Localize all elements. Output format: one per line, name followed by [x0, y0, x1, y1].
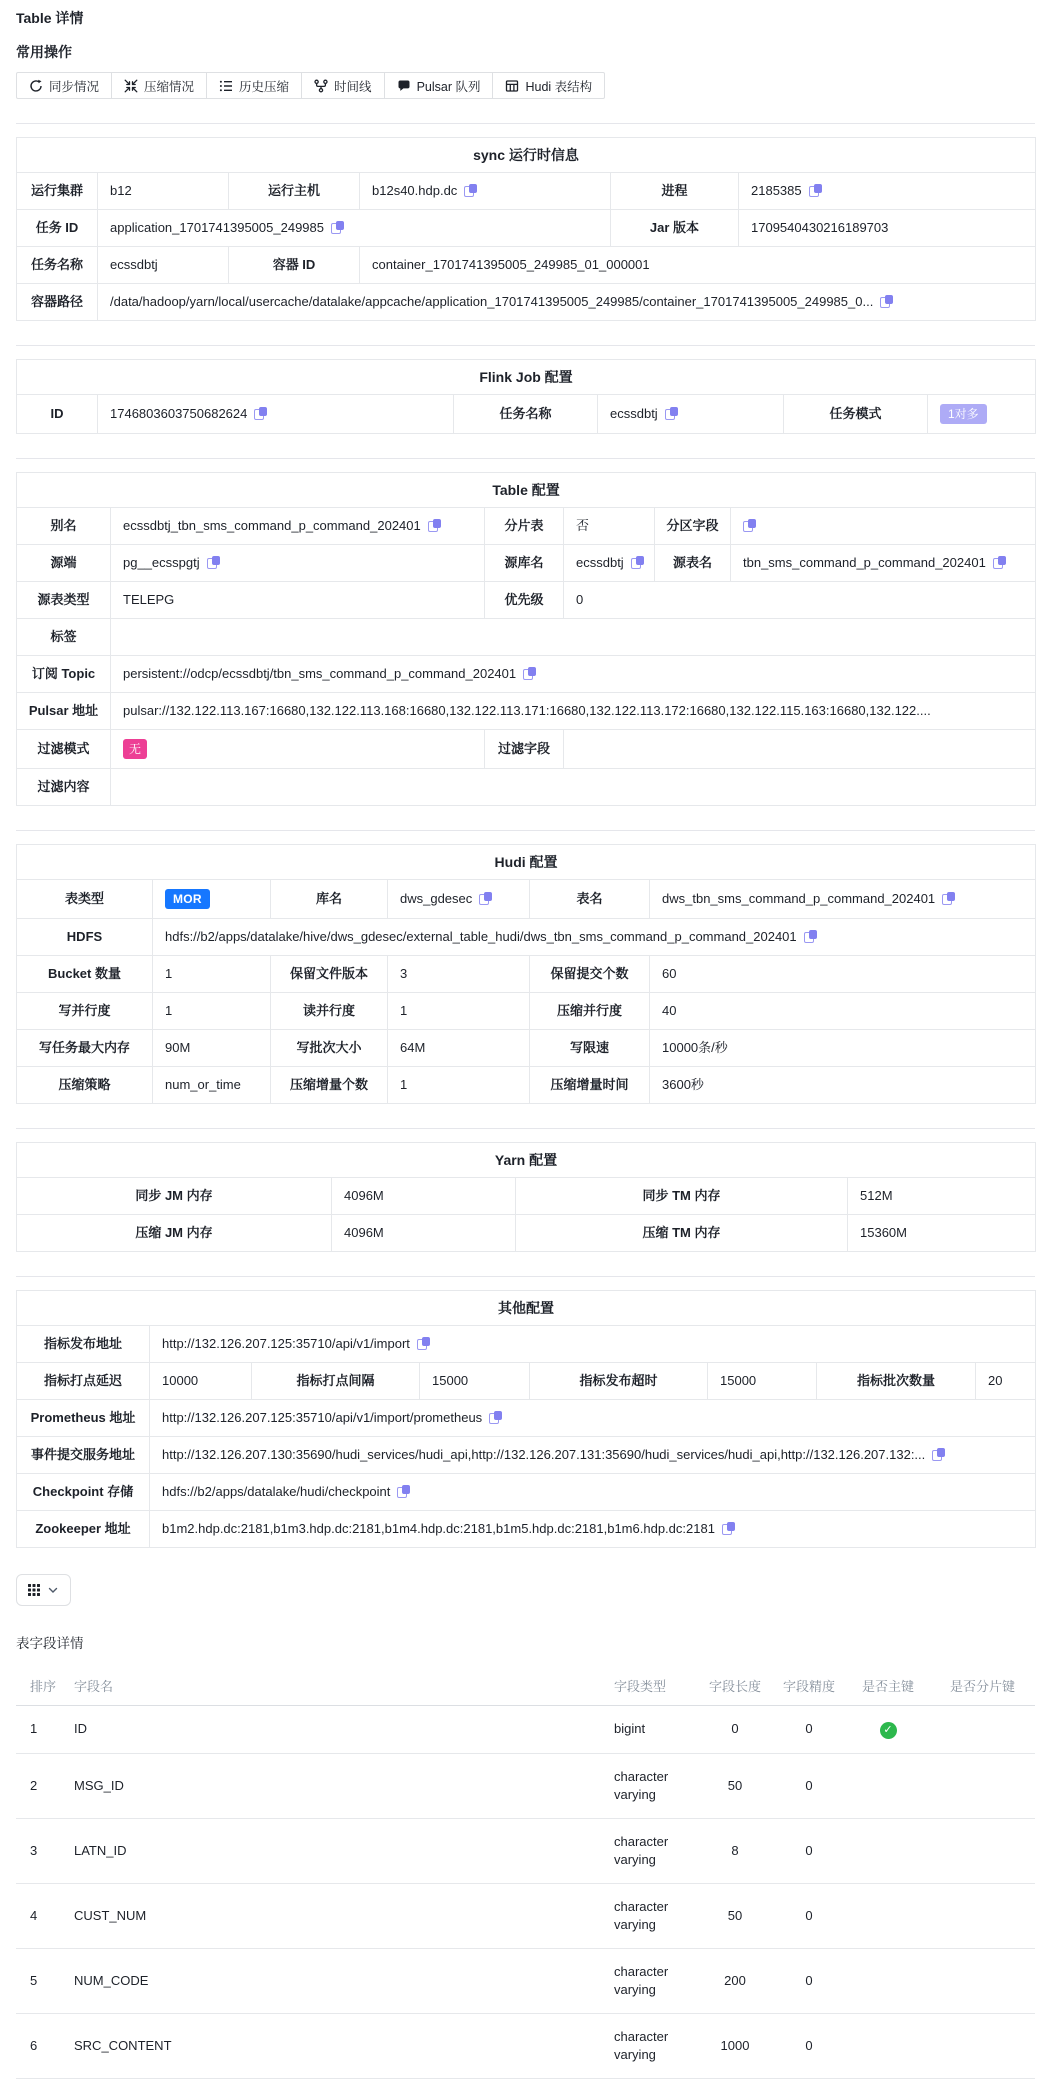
copy-icon[interactable]	[804, 930, 817, 943]
sync-icon	[29, 79, 43, 93]
run-host-text: b12s40.hdp.dc	[372, 183, 458, 198]
metric-publish-text: http://132.126.207.125:35710/api/v1/import	[162, 1336, 410, 1351]
value-compact-tm-memory: 15360M	[848, 1215, 1036, 1252]
section-divider	[16, 830, 1035, 831]
label-bucket-count: Bucket 数量	[17, 956, 153, 993]
copy-icon[interactable]	[523, 667, 536, 680]
compress-status-button[interactable]	[111, 72, 207, 99]
cell-field-name: SRC_CONTENT	[66, 2013, 606, 2078]
label-compact-tm-memory: 压缩 TM 内存	[516, 1215, 848, 1252]
prometheus-text: http://132.126.207.125:35710/api/v1/import/prometheus	[162, 1410, 483, 1425]
value-priority: 0	[564, 582, 1036, 619]
hudi-config-table	[16, 844, 1036, 1104]
hudi-table-structure-button[interactable]	[492, 72, 605, 99]
cell-order: 6	[16, 2013, 66, 2078]
button-label: 压缩情况	[144, 79, 195, 94]
label-pulsar-addr: Pulsar 地址	[17, 693, 111, 730]
table-row	[17, 919, 1036, 956]
section-divider	[16, 458, 1035, 459]
value-bucket-count: 1	[153, 956, 271, 993]
value-write-parallelism: 1	[153, 993, 271, 1030]
label-source: 源端	[17, 545, 111, 582]
filter-mode-badge: 无	[123, 739, 147, 759]
value-topic	[111, 656, 1036, 693]
hudi-db-text: dws_gdesec	[400, 891, 473, 906]
cell-field-name: LATN_ID	[66, 1818, 606, 1883]
table-row	[17, 395, 1036, 434]
alias-text: ecssdbtj_tbn_sms_command_p_command_202401	[123, 518, 421, 533]
label-sharded: 分片表	[485, 508, 564, 545]
cell-field-length: 50	[698, 1883, 772, 1948]
hudi-table-text: dws_tbn_sms_command_p_command_202401	[662, 891, 936, 906]
copy-icon[interactable]	[665, 407, 678, 420]
flink-task-name-text: ecssdbtj	[610, 406, 658, 421]
history-compact-button[interactable]	[206, 72, 302, 99]
table-row	[17, 1215, 1036, 1252]
cell-field-name: NUM_CODE	[66, 1948, 606, 2013]
task-mode-badge: 1对多	[940, 404, 987, 424]
label-table-type: 表类型	[17, 880, 153, 919]
value-filter-field	[564, 730, 1036, 769]
page-title: Table 详情	[16, 10, 84, 26]
container-path-text: /data/hadoop/yarn/local/usercache/datalake/appcache/application_1701741395005_249985/container_1701741395005_249985_0...	[110, 294, 874, 309]
section-divider	[16, 1128, 1035, 1129]
section-title: Table 配置	[17, 473, 1036, 508]
value-jar-version: 1709540430216189703	[739, 210, 1036, 247]
label-filter-field: 过滤字段	[485, 730, 564, 769]
table-row	[17, 1363, 1036, 1400]
label-tags: 标签	[17, 619, 111, 656]
section-divider	[16, 345, 1035, 346]
value-table-type	[153, 880, 271, 919]
value-event-service-addr	[150, 1437, 1036, 1474]
value-partition-field	[731, 508, 1036, 545]
value-metric-publish-addr	[150, 1326, 1036, 1363]
label-task-id: 任务 ID	[17, 210, 98, 247]
value-write-rate-limit: 10000条/秒	[650, 1030, 1036, 1067]
field-row	[16, 2013, 1035, 2078]
label-run-host: 运行主机	[229, 173, 360, 210]
label-keep-file-versions: 保留文件版本	[271, 956, 388, 993]
label-hudi-db: 库名	[271, 880, 388, 919]
label-sync-tm-memory: 同步 TM 内存	[516, 1178, 848, 1215]
value-write-max-memory: 90M	[153, 1030, 271, 1067]
value-hudi-table	[650, 880, 1036, 919]
common-ops-title: 常用操作	[16, 44, 72, 60]
label-write-max-memory: 写任务最大内存	[17, 1030, 153, 1067]
table-row	[17, 619, 1036, 656]
label-hdfs: HDFS	[17, 919, 153, 956]
value-keep-file-versions: 3	[388, 956, 530, 993]
label-sync-jm-memory: 同步 JM 内存	[17, 1178, 332, 1215]
copy-icon[interactable]	[932, 1448, 945, 1461]
field-row	[16, 1948, 1035, 2013]
value-process	[739, 173, 1036, 210]
value-run-cluster: b12	[98, 173, 229, 210]
cell-order: 3	[16, 1818, 66, 1883]
table-row	[17, 1511, 1036, 1548]
cell-field-type: character varying	[606, 1818, 698, 1883]
button-label: 历史压缩	[239, 79, 290, 94]
label-flink-id: ID	[17, 395, 98, 434]
label-source-table: 源表名	[655, 545, 731, 582]
value-tags	[111, 619, 1036, 656]
cell-shard-key	[930, 1706, 1035, 1754]
label-jar-version: Jar 版本	[611, 210, 739, 247]
checkpoint-text: hdfs://b2/apps/datalake/hudi/checkpoint	[162, 1484, 391, 1499]
cell-field-precision: 0	[772, 1706, 846, 1754]
button-label: Pulsar 队列	[416, 79, 481, 94]
cell-shard-key	[930, 1818, 1035, 1883]
cell-primary-key	[846, 2013, 930, 2078]
col-header-shard-key: 是否分片键	[930, 1666, 1035, 1706]
copy-icon[interactable]	[207, 556, 220, 569]
col-header-length: 字段长度	[698, 1666, 772, 1706]
cell-field-length: 0	[698, 1706, 772, 1754]
table-type-badge: MOR	[165, 889, 210, 909]
table-row	[17, 1178, 1036, 1215]
fields-header-row	[16, 1666, 1035, 1706]
copy-icon[interactable]	[397, 1485, 410, 1498]
table-row	[17, 956, 1036, 993]
table-row	[17, 656, 1036, 693]
topic-text: persistent://odcp/ecssdbtj/tbn_sms_command_p_command_202401	[123, 666, 517, 681]
label-metric-batch: 指标批次数量	[817, 1363, 976, 1400]
value-sync-tm-memory: 512M	[848, 1178, 1036, 1215]
compress-icon	[124, 79, 138, 93]
yarn-config-table	[16, 1142, 1036, 1252]
cell-field-type: character varying	[606, 1948, 698, 2013]
ops-toolbar	[16, 72, 605, 99]
cell-primary-key	[846, 1753, 930, 1818]
source-text: pg__ecsspgtj	[123, 555, 200, 570]
value-metric-delay: 10000	[150, 1363, 252, 1400]
chevron-down-icon	[47, 1584, 59, 1596]
label-container-id: 容器 ID	[229, 247, 360, 284]
label-read-parallelism: 读并行度	[271, 993, 388, 1030]
value-run-host	[360, 173, 611, 210]
label-topic: 订阅 Topic	[17, 656, 111, 693]
label-compact-delta-time: 压缩增量时间	[530, 1067, 650, 1104]
label-filter-mode: 过滤模式	[17, 730, 111, 769]
table-row	[17, 582, 1036, 619]
button-label: 同步情况	[49, 79, 100, 94]
fields-section-title: 表字段详情	[16, 1636, 84, 1651]
value-zookeeper-addr	[150, 1511, 1036, 1548]
label-partition-field: 分区字段	[655, 508, 731, 545]
other-config-table	[16, 1290, 1036, 1548]
value-keep-commits: 60	[650, 956, 1036, 993]
label-priority: 优先级	[485, 582, 564, 619]
cell-field-length: 50	[698, 1753, 772, 1818]
zookeeper-text: b1m2.hdp.dc:2181,b1m3.hdp.dc:2181,b1m4.hdp.dc:2181,b1m5.hdp.dc:2181,b1m6.hdp.dc:2181	[162, 1521, 715, 1536]
section-title: Flink Job 配置	[17, 360, 1036, 395]
table-row	[17, 545, 1036, 582]
value-prometheus-addr	[150, 1400, 1036, 1437]
cell-field-type: character varying	[606, 1883, 698, 1948]
event-service-text: http://132.126.207.130:35690/hudi_services/hudi_api,http://132.126.207.131:35690/hudi_services/hudi_api,http://132.126.207.132:...	[162, 1447, 926, 1462]
flink-id-text: 1746803603750682624	[110, 406, 248, 421]
table-row	[17, 210, 1036, 247]
label-metric-publish-addr: 指标发布地址	[17, 1326, 150, 1363]
sync-status-button[interactable]	[16, 72, 112, 99]
table-row	[17, 993, 1036, 1030]
label-alias: 别名	[17, 508, 111, 545]
cell-shard-key	[930, 2013, 1035, 2078]
section-title: Yarn 配置	[17, 1143, 1036, 1178]
primary-key-check-icon: ✓	[880, 1722, 897, 1739]
process-text: 2185385	[751, 183, 802, 198]
copy-icon[interactable]	[417, 1337, 430, 1350]
copy-icon[interactable]	[942, 892, 955, 905]
value-source-db	[564, 545, 655, 582]
chat-bubble-icon	[397, 79, 411, 93]
value-compact-jm-memory: 4096M	[332, 1215, 516, 1252]
label-flink-task-name: 任务名称	[454, 395, 598, 434]
cell-shard-key	[930, 1753, 1035, 1818]
timeline-icon	[314, 79, 328, 93]
copy-icon[interactable]	[743, 519, 756, 532]
columns-view-toggle-button[interactable]	[16, 1574, 71, 1606]
cell-field-length: 8	[698, 1818, 772, 1883]
cell-field-precision: 0	[772, 1883, 846, 1948]
value-compact-parallelism: 40	[650, 993, 1036, 1030]
cell-field-length: 1000	[698, 2013, 772, 2078]
col-header-type: 字段类型	[606, 1666, 698, 1706]
value-compact-delta-time: 3600秒	[650, 1067, 1036, 1104]
table-row	[17, 173, 1036, 210]
label-container-path: 容器路径	[17, 284, 98, 321]
value-sync-jm-memory: 4096M	[332, 1178, 516, 1215]
value-pulsar-addr: pulsar://132.122.113.167:16680,132.122.113.168:16680,132.122.113.171:16680,132.122.113.172:16680,132.122.115.163:16680,132.122....	[111, 693, 1036, 730]
table-row	[17, 1030, 1036, 1067]
label-compact-jm-memory: 压缩 JM 内存	[17, 1215, 332, 1252]
copy-icon[interactable]	[331, 221, 344, 234]
flink-job-table	[16, 359, 1036, 434]
value-alias	[111, 508, 485, 545]
table-fields-table	[16, 1666, 1035, 2079]
table-row	[17, 730, 1036, 769]
copy-icon[interactable]	[880, 295, 893, 308]
cell-field-precision: 0	[772, 1948, 846, 2013]
label-process: 进程	[611, 173, 739, 210]
copy-icon[interactable]	[428, 519, 441, 532]
cell-order: 2	[16, 1753, 66, 1818]
button-label: Hudi 表结构	[525, 79, 593, 94]
label-run-cluster: 运行集群	[17, 173, 98, 210]
table-row	[17, 1326, 1036, 1363]
cell-order: 5	[16, 1948, 66, 2013]
label-write-parallelism: 写并行度	[17, 993, 153, 1030]
value-checkpoint-storage	[150, 1474, 1036, 1511]
label-event-service-addr: 事件提交服务地址	[17, 1437, 150, 1474]
cell-primary-key	[846, 1883, 930, 1948]
label-source-db: 源库名	[485, 545, 564, 582]
timeline-button[interactable]	[301, 72, 385, 99]
label-compact-strategy: 压缩策略	[17, 1067, 153, 1104]
label-task-mode: 任务模式	[784, 395, 928, 434]
cell-field-name: MSG_ID	[66, 1753, 606, 1818]
copy-icon[interactable]	[631, 556, 644, 569]
sync-runtime-table	[16, 137, 1036, 321]
label-compact-delta-num: 压缩增量个数	[271, 1067, 388, 1104]
col-header-primary-key: 是否主键	[846, 1666, 930, 1706]
label-write-batch-size: 写批次大小	[271, 1030, 388, 1067]
cell-field-precision: 0	[772, 1818, 846, 1883]
copy-icon[interactable]	[993, 556, 1006, 569]
label-keep-commits: 保留提交个数	[530, 956, 650, 993]
value-task-id	[98, 210, 611, 247]
table-row	[17, 508, 1036, 545]
col-header-precision: 字段精度	[772, 1666, 846, 1706]
label-zookeeper-addr: Zookeeper 地址	[17, 1511, 150, 1548]
table-row	[17, 247, 1036, 284]
col-header-order: 排序	[16, 1666, 66, 1706]
label-checkpoint-storage: Checkpoint 存储	[17, 1474, 150, 1511]
cell-order: 4	[16, 1883, 66, 1948]
cell-primary-key	[846, 1948, 930, 2013]
cell-field-type: bigint	[606, 1706, 698, 1754]
table-row	[17, 1437, 1036, 1474]
value-hudi-db	[388, 880, 530, 919]
button-label: 时间线	[334, 79, 372, 94]
table-row	[17, 769, 1036, 806]
value-metric-timeout: 15000	[708, 1363, 817, 1400]
table-row	[17, 1067, 1036, 1104]
label-metric-interval: 指标打点间隔	[252, 1363, 420, 1400]
col-header-name: 字段名	[66, 1666, 606, 1706]
value-container-path	[98, 284, 1036, 321]
cell-field-type: character varying	[606, 2013, 698, 2078]
value-source	[111, 545, 485, 582]
section-divider	[16, 123, 1035, 124]
copy-icon[interactable]	[464, 184, 477, 197]
cell-field-precision: 0	[772, 2013, 846, 2078]
field-row	[16, 1818, 1035, 1883]
section-title: 其他配置	[17, 1291, 1036, 1326]
table-row	[17, 1474, 1036, 1511]
value-metric-interval: 15000	[420, 1363, 530, 1400]
value-compact-strategy: num_or_time	[153, 1067, 271, 1104]
cell-field-precision: 0	[772, 1753, 846, 1818]
label-hudi-table: 表名	[530, 880, 650, 919]
value-container-id: container_1701741395005_249985_01_000001	[360, 247, 1036, 284]
table-row	[17, 693, 1036, 730]
section-divider	[16, 1276, 1035, 1277]
label-filter-content: 过滤内容	[17, 769, 111, 806]
label-write-rate-limit: 写限速	[530, 1030, 650, 1067]
value-filter-mode	[111, 730, 485, 769]
cell-primary-key	[846, 1706, 930, 1754]
label-compact-parallelism: 压缩并行度	[530, 993, 650, 1030]
source-table-text: tbn_sms_command_p_command_202401	[743, 555, 986, 570]
table-row	[17, 1400, 1036, 1437]
cell-shard-key	[930, 1883, 1035, 1948]
value-metric-batch: 20	[976, 1363, 1036, 1400]
cell-field-name: CUST_NUM	[66, 1883, 606, 1948]
grid-icon	[28, 1584, 40, 1596]
value-read-parallelism: 1	[388, 993, 530, 1030]
copy-icon[interactable]	[722, 1522, 735, 1535]
value-sharded: 否	[564, 508, 655, 545]
table-grid-icon	[505, 79, 519, 93]
cell-field-type: character varying	[606, 1753, 698, 1818]
field-row	[16, 1706, 1035, 1754]
value-source-type: TELEPG	[111, 582, 485, 619]
cell-primary-key	[846, 1818, 930, 1883]
value-write-batch-size: 64M	[388, 1030, 530, 1067]
hdfs-text: hdfs://b2/apps/datalake/hive/dws_gdesec/external_table_hudi/dws_tbn_sms_command_p_command_202401	[165, 929, 797, 944]
history-list-icon	[219, 79, 233, 93]
source-db-text: ecssdbtj	[576, 555, 624, 570]
label-prometheus-addr: Prometheus 地址	[17, 1400, 150, 1437]
task-id-text: application_1701741395005_249985	[110, 220, 324, 235]
cell-field-name: ID	[66, 1706, 606, 1754]
table-row	[17, 284, 1036, 321]
value-source-table	[731, 545, 1036, 582]
value-flink-id	[98, 395, 454, 434]
section-title: sync 运行时信息	[17, 138, 1036, 173]
value-filter-content	[111, 769, 1036, 806]
copy-icon[interactable]	[254, 407, 267, 420]
label-metric-timeout: 指标发布超时	[530, 1363, 708, 1400]
value-flink-task-name	[598, 395, 784, 434]
label-metric-delay: 指标打点延迟	[17, 1363, 150, 1400]
value-task-name: ecssdbtj	[98, 247, 229, 284]
cell-shard-key	[930, 1948, 1035, 2013]
field-row	[16, 1753, 1035, 1818]
field-row	[16, 1883, 1035, 1948]
pulsar-queue-button[interactable]	[384, 72, 494, 99]
cell-field-length: 200	[698, 1948, 772, 2013]
cell-order: 1	[16, 1706, 66, 1754]
value-hdfs	[153, 919, 1036, 956]
copy-icon[interactable]	[809, 184, 822, 197]
label-source-type: 源表类型	[17, 582, 111, 619]
copy-icon[interactable]	[479, 892, 492, 905]
section-title: Hudi 配置	[17, 845, 1036, 880]
table-config-table	[16, 472, 1036, 806]
value-compact-delta-num: 1	[388, 1067, 530, 1104]
label-task-name: 任务名称	[17, 247, 98, 284]
copy-icon[interactable]	[489, 1411, 502, 1424]
table-row	[17, 880, 1036, 919]
value-task-mode	[928, 395, 1036, 434]
